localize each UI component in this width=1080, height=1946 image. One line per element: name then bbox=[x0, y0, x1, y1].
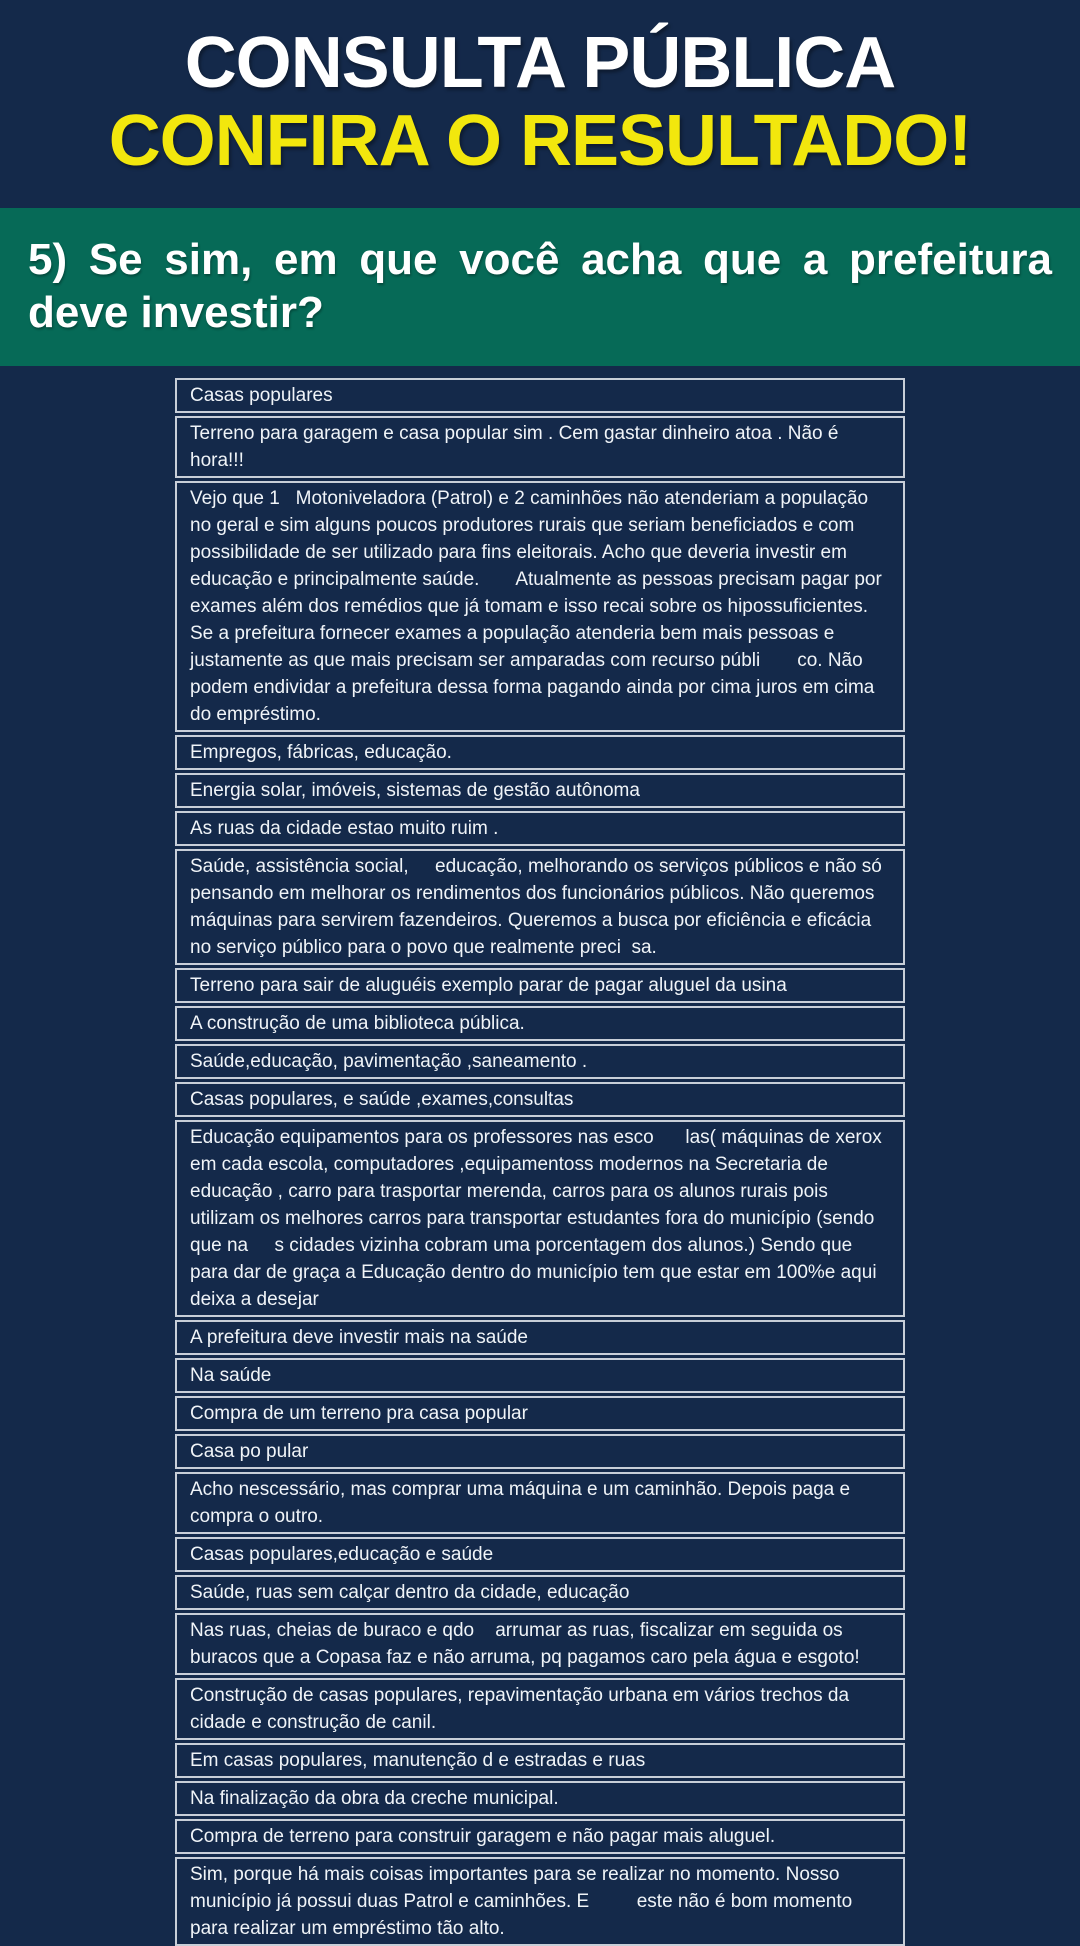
response-item: Casas populares,educação e saúde bbox=[175, 1537, 905, 1572]
question-line-2: deve investir? bbox=[28, 288, 324, 337]
response-item: Terreno para garagem e casa popular sim . Cem gastar dinheiro atoa . Não é hora!!! bbox=[175, 416, 905, 478]
response-item: Casas populares bbox=[175, 378, 905, 413]
response-item: Em casas populares, manutenção d e estradas e ruas bbox=[175, 1743, 905, 1778]
response-item: Saúde, assistência social, educação, melhorando os serviços públicos e não só pensando em melhorar os rendimentos dos funcionários públicos. Não queremos máquinas para servirem fazendeiros. Queremos a busca por eficiência e eficácia no serviço público para o povo que realmente preci sa. bbox=[175, 849, 905, 965]
response-item: Sim, porque há mais coisas importantes para se realizar no momento. Nosso município já possui duas Patrol e caminhões. E este não é bom momento para realizar um empréstimo tão alto. bbox=[175, 1857, 905, 1946]
response-item: Na saúde bbox=[175, 1358, 905, 1393]
question-banner bbox=[0, 208, 1080, 366]
response-item: Casa po pular bbox=[175, 1434, 905, 1469]
page-title: CONSULTA PÚBLICA bbox=[184, 23, 896, 103]
response-item: Saúde,educação, pavimentação ,saneamento . bbox=[175, 1044, 905, 1079]
response-item: Construção de casas populares, repavimentação urbana em vários trechos da cidade e construção de canil. bbox=[175, 1678, 905, 1740]
responses-list bbox=[175, 378, 905, 1946]
response-item: Educação equipamentos para os professores nas esco las( máquinas de xerox em cada escola, computadores ,equipamentoss modernos na Secretaria de educação , carro para trasportar merenda, carros para os alunos rurais pois utilizam os melhores carros para transportar estudantes fora do município (sendo que na s cidades vizinha cobram uma porcentagem dos alunos.) Sendo que para dar de graça a Educação dentro do município tem que estar em 100%e aqui deixa a desejar bbox=[175, 1120, 905, 1317]
response-item: Empregos, fábricas, educação. bbox=[175, 735, 905, 770]
header bbox=[0, 0, 1080, 208]
response-item: A construção de uma biblioteca pública. bbox=[175, 1006, 905, 1041]
response-item: Saúde, ruas sem calçar dentro da cidade, educação bbox=[175, 1575, 905, 1610]
response-item: Acho nescessário, mas comprar uma máquina e um caminhão. Depois paga e compra o outro. bbox=[175, 1472, 905, 1534]
response-item: Energia solar, imóveis, sistemas de gestão autônoma bbox=[175, 773, 905, 808]
response-item: Compra de um terreno pra casa popular bbox=[175, 1396, 905, 1431]
question-line-1: 5) Se sim, em que você acha que a prefeitura bbox=[28, 235, 1052, 284]
response-item: Casas populares, e saúde ,exames,consultas bbox=[175, 1082, 905, 1117]
response-item: Compra de terreno para construir garagem e não pagar mais aluguel. bbox=[175, 1819, 905, 1854]
response-item: Terreno para sair de aluguéis exemplo parar de pagar aluguel da usina bbox=[175, 968, 905, 1003]
response-item: As ruas da cidade estao muito ruim . bbox=[175, 811, 905, 846]
page-subtitle: CONFIRA O RESULTADO! bbox=[108, 101, 972, 181]
response-item: Na finalização da obra da creche municipal. bbox=[175, 1781, 905, 1816]
response-item: Nas ruas, cheias de buraco e qdo arrumar as ruas, fiscalizar em seguida os buracos que a Copasa faz e não arruma, pq pagamos caro pela água e esgoto! bbox=[175, 1613, 905, 1675]
response-item: Vejo que 1 Motoniveladora (Patrol) e 2 caminhões não atenderiam a população no geral e sim alguns poucos produtores rurais que seriam beneficiados e com possibilidade de ser utilizado para fins eleitorais. Acho que deveria investir em educação e principalmente saúde. Atualmente as pessoas precisam pagar por exames além dos remédios que já tomam e isso recai sobre os hipossuficientes. Se a prefeitura fornecer exames a população atenderia bem mais pessoas e justamente as que mais precisam ser amparadas com recurso públi co. Não podem endividar a prefeitura dessa forma pagando ainda por cima juros em cima do empréstimo. bbox=[175, 481, 905, 732]
response-item: A prefeitura deve investir mais na saúde bbox=[175, 1320, 905, 1355]
